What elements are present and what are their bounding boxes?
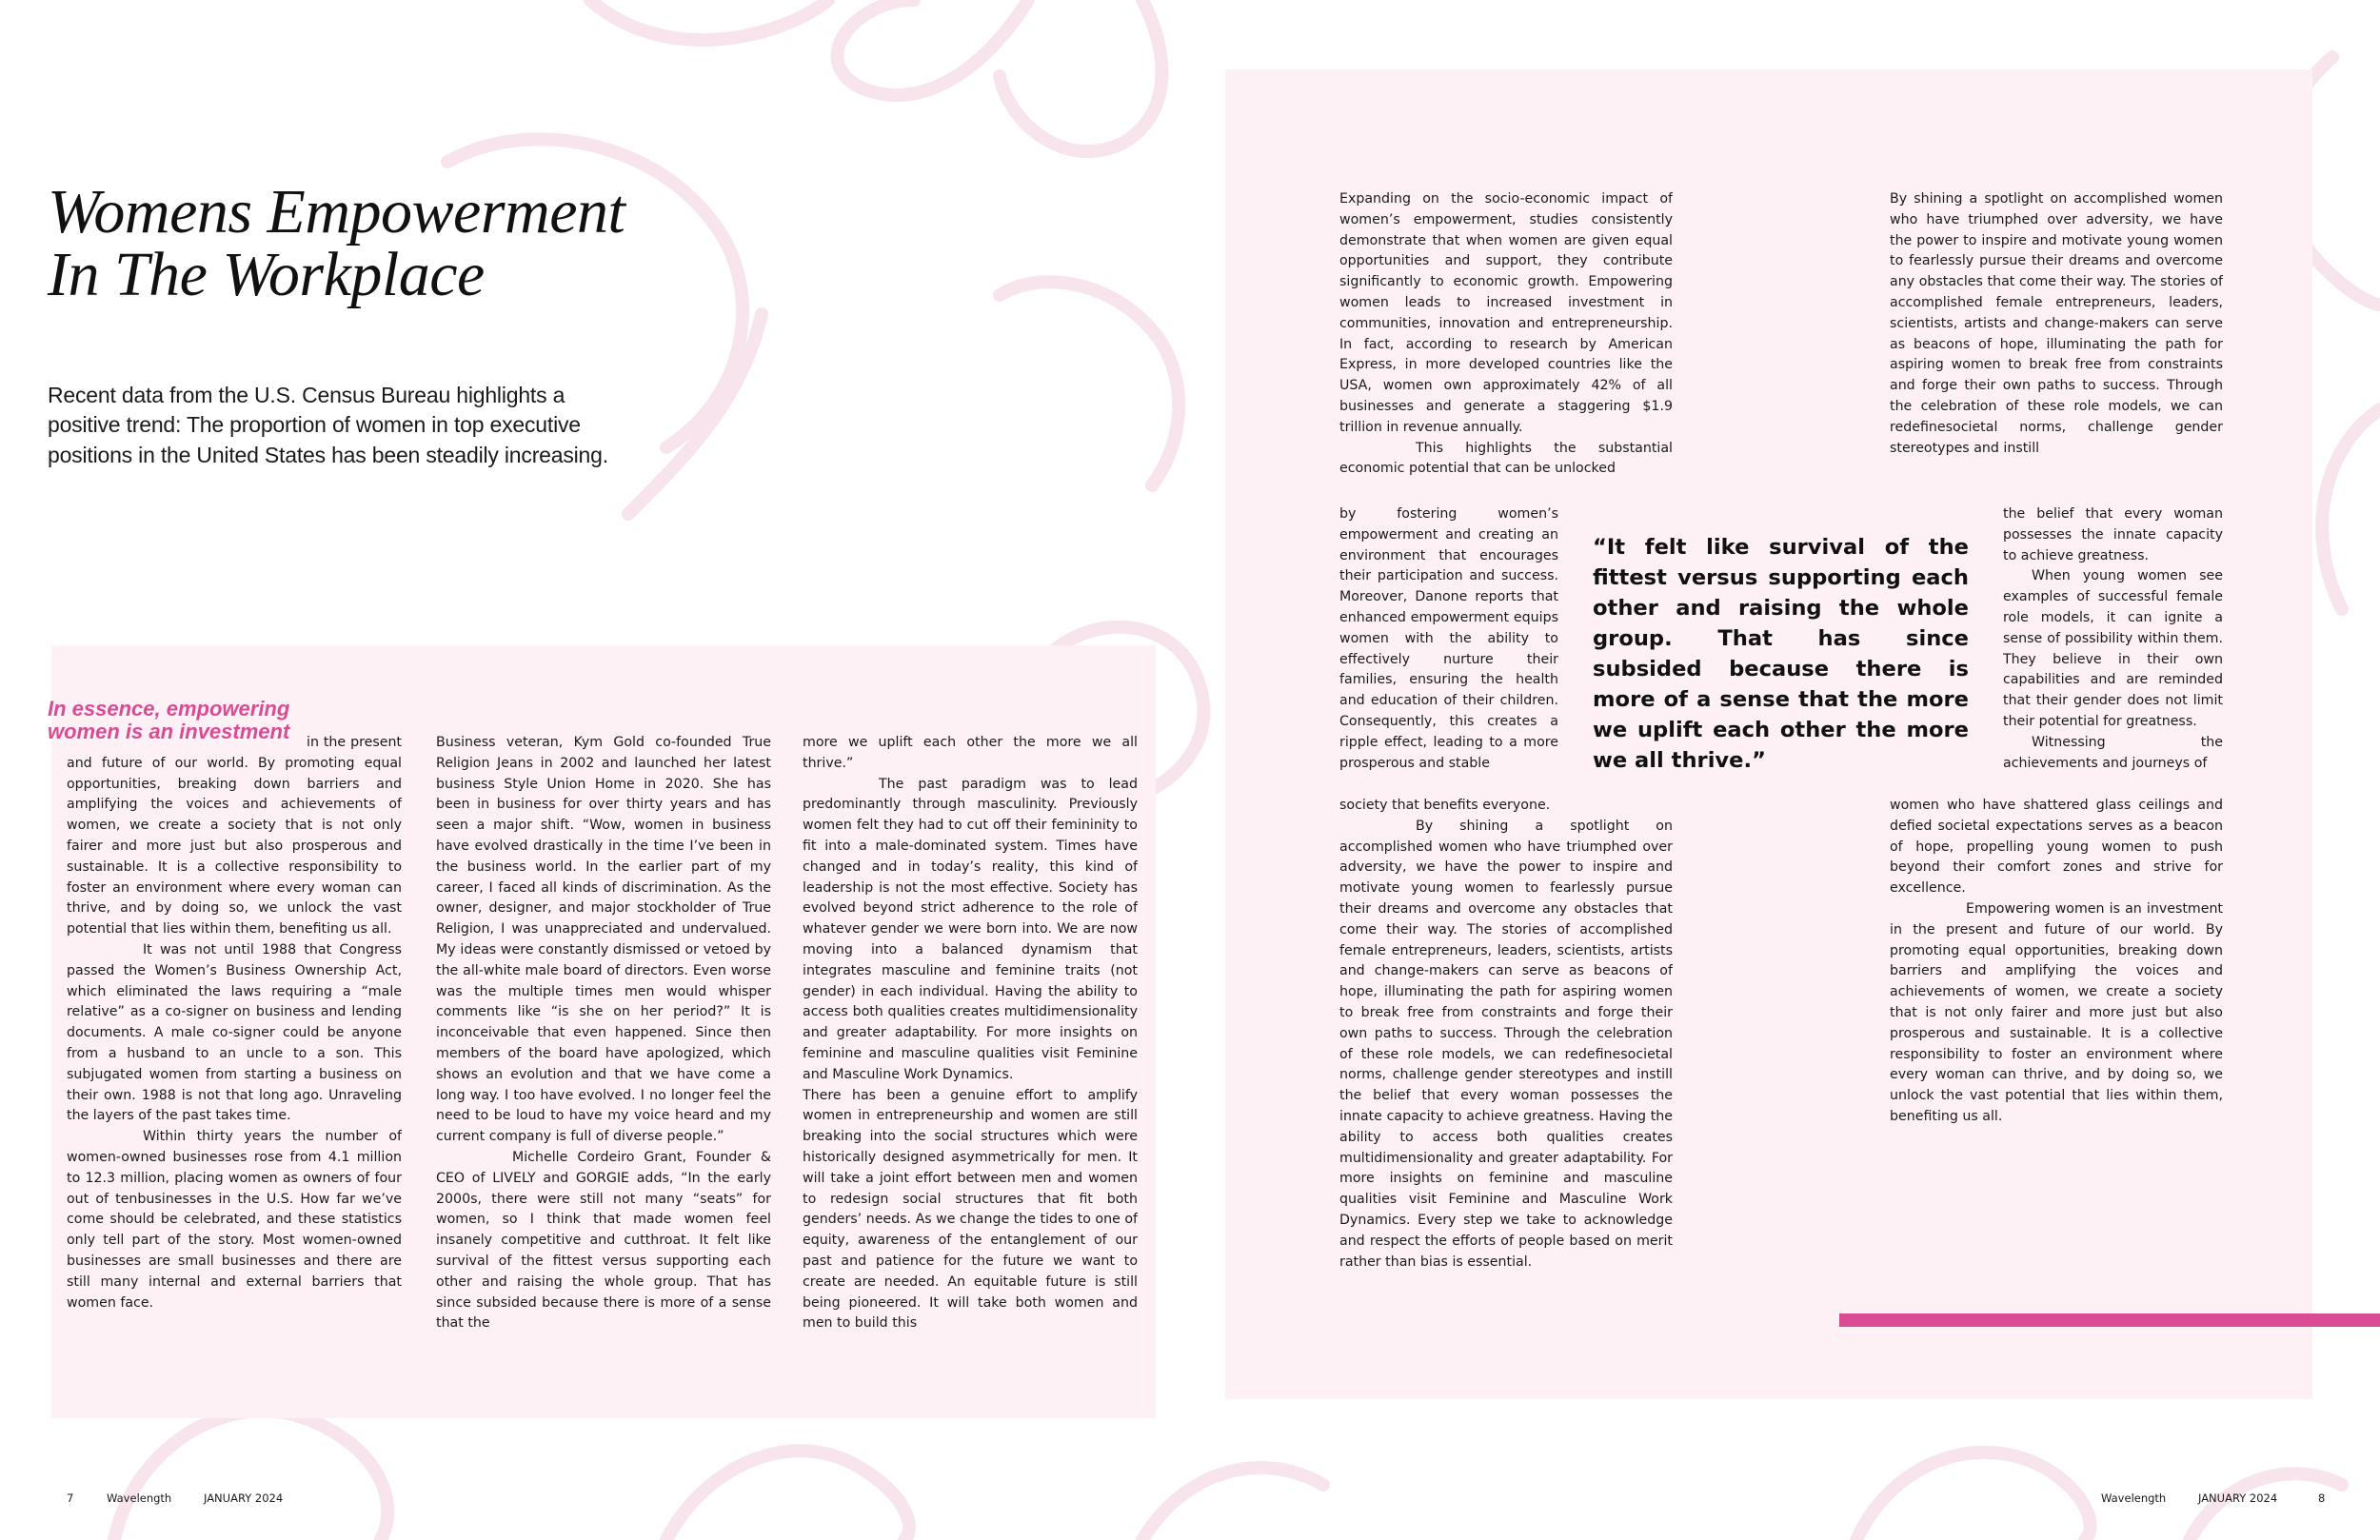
column-1 <box>67 733 402 1390</box>
col2-para-1: Business veteran, Kym Gold co-founded True Religion Jeans in 2002 and launched her latest business Style Union Home in 2020. She has been in business for over thirty years and has seen a major shift. “Wow, women in business have evolved drastically in the time I’ve been in the business world. In the earlier part of my career, I faced all kinds of discrimination. As the owner, designer, and major stockholder of True Religion, I was unappreciated and undervalued. My ideas were constantly dismissed or vetoed by the all-white male board of directors. Even worse was the multiple times men would whisper comments like “is she on her period?” It is inconceivable that even happened. Since then members of the board have apologized, which shows an evolution and that we have come a long way. I too have evolved. I no longer feel the need to be loud to have my voice heard and my current company is full of diverse people.” <box>436 735 771 1145</box>
col3-para-2: The past paradigm was to lead predominantly through masculinity. Previously women felt they had to cut off their femininity to fit into a male-dominated system. Times have changed and in today’s reality, this kind of leadership is not the most effective. Society has evolved beyond strict adherence to the role of whatever gender we were born into. We are now moving into a balanced dynamism that integrates masculine and feminine traits (not gender) in each individual. Having the ability to access both qualities creates multidimensionality and greater adaptability. For more insights on feminine and masculine qualities visit Feminine and Masculine Work Dynamics. <box>803 776 1138 1082</box>
article-title <box>48 177 625 309</box>
col4-para-3: society that benefits everyone. <box>1339 798 1551 813</box>
page-number-left: 7 <box>67 1491 74 1505</box>
col5-para-3: Witnessing the achievements and journeys of <box>2003 734 2223 771</box>
col1-para-1: in the present and future of our world. By promoting equal opportunities, breaking down barriers and amplifying the voices and achievements of women, we create a society that is not only fairer and more just but also prosperous and sustainable. It is a collective responsibility to foster an environment where every woman can thrive, and by doing so, we unlock the vast potential that lies within them, benefiting us all. <box>67 735 402 938</box>
col4-para-2-cont: by fostering women’s empowerment and creating an environment that encourages their participation and success. Moreover, Danone reports that enhanced empowerment equips women with the ability to effectively nurture their families, ensuring the health and education of their children. Consequently, this creates a ripple effect, leading to a more prosperous and stable <box>1339 506 1558 771</box>
column-3 <box>803 733 1138 1404</box>
col5-para-1: By shining a spotlight on accomplished women who have triumphed over adversity, we have the power to inspire and motivate young women to fearlessly pursue their dreams and overcome any obstacles that come their way. The stories of accomplished female entrepreneurs, leaders, scientists, artists and change-makers can serve as beacons of hope, illuminating the path for aspiring women to break free from constraints and forge their own paths to success. Through the celebration of these role models, we can redefinesocietal norms, challenge gender stereotypes and instill <box>1890 191 2223 456</box>
col4-para-4: By shining a spotlight on accomplished women who have triumphed over adversity, we have the power to inspire and motivate young women to fearlessly pursue their dreams and overcome any obstacles that come their way. The stories of accomplished female entrepreneurs, leaders, scientists, artists and change-makers can serve as beacons of hope, illuminating the path for aspiring women to break free from constraints and forge their own paths to success. Through the celebration of these role models, we can redefinesocietal norms, challenge gender stereotypes and instill the belief that every woman possesses the innate capacity to achieve greatness. Having the ability to access both qualities creates multidimensionality and greater adaptability. For more insights on feminine and masculine qualities visit Feminine and Masculine Work Dynamics. Every step we take to acknowledge and respect the efforts of people based on merit rather than bias is essential. <box>1339 818 1673 1270</box>
intro-paragraph: Recent data from the U.S. Census Bureau highlights a positive trend: The proportion of women in top executive positions in the United States has been steadily increasing. <box>48 383 608 467</box>
col2-para-2: Michelle Cordeiro Grant, Founder & CEO of LIVELY and GORGIE adds, “In the early 2000s, there were still not many “seats” for women, so I think that made women feel insanely competitive and cutthroat. It felt like survival of the fittest versus supporting each other and raising the whole group. That has since subsided because there is more of a sense that the <box>436 1149 771 1332</box>
col5-para-1-cont: the belief that every woman possesses the innate capacity to achieve greatness. <box>2003 506 2223 563</box>
pull-quote: “It felt like survival of the fittest versus supporting each other and raising the whole group. That has since subsided because there is more of a sense that the more we uplift each other the more we all thrive.” <box>1593 535 1969 773</box>
col5-para-2: When young women see examples of successful female role models, it can ignite a sense of possibility within them. They believe in their own capabilities and are reminded that their gender does not limit their potential for greatness. <box>2003 568 2223 729</box>
page-number-right: 8 <box>2318 1491 2326 1505</box>
column-4-bottom <box>1339 796 1673 1329</box>
col1-para-2: It was not until 1988 that Congress passed the Women’s Business Ownership Act, which eliminated the laws requiring a “male relative” as a co-signer on business and lending documents. A male co-signer could be anyone from a husband to an uncle to a son. This subjugated women from starting a business on their own. 1988 is not that long ago. Unraveling the layers of the past takes time. <box>67 941 402 1124</box>
column-4-wrap <box>1339 504 1558 800</box>
col1-lead-in-indent <box>67 733 307 754</box>
col3-para-1: more we uplift each other the more we all thrive.” <box>803 735 1138 771</box>
col1-para-3: Within thirty years the number of women-owned businesses rose from 4.1 million to 12.3 million, placing women as owners of four out of tenbusinesses in the U.S. How far we’ve come should be celebrated, and these statistics only tell part of the story. Most women-owned businesses are small businesses and there are still many internal and external barriers that women face. <box>67 1129 402 1311</box>
footer-right <box>2101 1491 2325 1505</box>
issue-date-left: JANUARY 2024 <box>204 1491 284 1505</box>
magazine-name-right: Wavelength <box>2101 1491 2167 1505</box>
column-4-top <box>1339 189 1673 523</box>
footer-left <box>67 1491 283 1505</box>
title-line-2: In The Workplace <box>48 240 485 309</box>
col5-para-3-cont: women who have shattered glass ceilings and defied societal expectations serves as a beacon of hope, propelling young women to push beyond their comfort zones and strive for excellence. <box>1890 798 2223 897</box>
column-5-bottom <box>1890 796 2223 1157</box>
col5-para-4: Empowering women is an investment in the present and future of our world. By promoting equal opportunities, breaking down barriers and amplifying the voices and achievements of women, we create a society that is not only fairer and more just but also prosperous and sustainable. It is a collective responsibility to foster an environment where every woman can thrive, and by doing so, we unlock the vast potential that lies within them, benefiting us all. <box>1890 900 2223 1124</box>
col3-para-3: There has been a genuine effort to amplify women in entrepreneurship and women are still breaking into the social structures which were historically designed asymmetrically for men. It will take a joint effort between men and women to redesign social structures that fit both genders’ needs. As we change the tides to one of equity, awareness of the entanglement of our past and patience for the future we want to create are needed. An equitable future is still being pioneered. It will take both women and men to build this <box>803 1087 1138 1332</box>
accent-bar <box>1839 1313 2380 1327</box>
col4-para-1: Expanding on the socio-economic impact of women’s empowerment, studies consistently demonstrate that when women are given equal opportunities and support, they contribute significantly to economic growth. Empowering women leads to increased investment in communities, innovation and entrepreneurship. In fact, according to research by American Express, in more developed countries like the USA, women own approximately 42% of all businesses and generate a staggering $1.9 trillion in revenue annually. <box>1339 191 1673 435</box>
column-2 <box>436 733 771 1404</box>
issue-date-right: JANUARY 2024 <box>2198 1491 2278 1505</box>
title-line-1: Womens Empowerment <box>48 177 625 247</box>
lead-in-heading: In essence, empowering women is an investment <box>48 697 290 743</box>
column-5-wrap <box>2003 504 2223 800</box>
magazine-name-left: Wavelength <box>107 1491 172 1505</box>
column-5-top <box>1890 189 2223 503</box>
col4-para-2-lead: This highlights the substantial economic potential that can be unlocked <box>1339 440 1673 477</box>
